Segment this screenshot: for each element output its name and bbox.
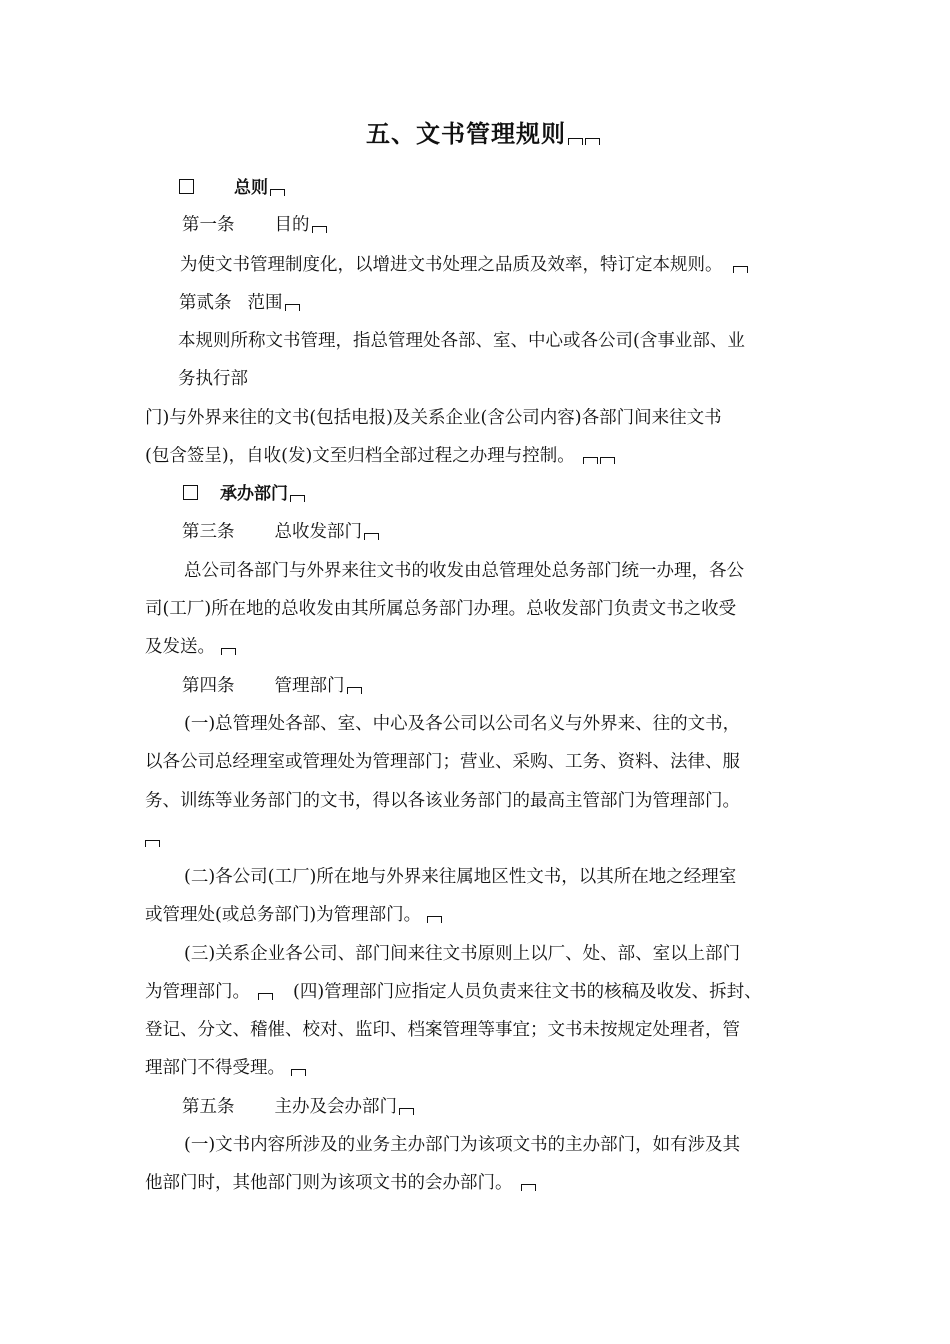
- article-4-p2-line-2: 或管理处(或总务部门)为管理部门。: [145, 903, 442, 927]
- paragraph-mark-icon: [270, 189, 285, 196]
- paragraph-mark-icon: [364, 533, 379, 540]
- checkbox-square-icon: [183, 485, 198, 500]
- paragraph-mark-icon: [733, 266, 748, 273]
- paragraph-mark-icon: [427, 916, 442, 923]
- article-4-heading: 第四条 管理部门: [182, 674, 362, 698]
- paragraph-mark-icon: [291, 1069, 306, 1076]
- paragraph-mark-icon: [312, 226, 327, 233]
- paragraph-mark-icon: [258, 993, 273, 1000]
- article-2-heading: 第贰条 范围: [179, 291, 300, 315]
- article-5-line-1: (一)文书内容所涉及的业务主办部门为该项文书的主办部门，如有涉及其: [184, 1135, 741, 1155]
- article-4-p1-line-2: 以各公司总经理室或管理处为管理部门；营业、采购、工务、资料、法律、服: [145, 752, 740, 772]
- article-3-line-1: 总公司各部门与外界来往文书的收发由总管理处总务部门统一办理，各公: [184, 561, 744, 581]
- article-2-line-2: 务执行部: [178, 369, 248, 389]
- paragraph-mark-icon: [145, 840, 160, 847]
- paragraph-mark-icon: [583, 457, 598, 464]
- article-3-line-2: 司(工厂)所在地的总收发由其所属总务部门办理。总收发部门负责文书之收受: [145, 599, 737, 619]
- article-3-line-3: 及发送。: [145, 635, 236, 659]
- article-4-p3-line-3: 登记、分文、稽催、校对、监印、档案管理等事宜；文书未按规定处理者，管: [145, 1020, 740, 1040]
- article-5-heading: 第五条 主办及会办部门: [182, 1095, 414, 1119]
- article-2-line-4: (包含签呈)，自收(发)文至归档全部过程之办理与控制。: [145, 444, 615, 468]
- paragraph-mark-icon: [399, 1108, 414, 1115]
- article-1-text: 为使文书管理制度化，以增进文书处理之品质及效率，特订定本规则。: [180, 253, 748, 277]
- article-2-line-1: 本规则所称文书管理，指总管理处各部、室、中心或各公司(含事业部、业: [178, 331, 745, 351]
- article-4-p1-end: [145, 827, 160, 851]
- paragraph-mark-icon: [347, 687, 362, 694]
- article-4-p1-line-1: (一)总管理处各部、室、中心及各公司以公司名义与外界来、往的文书，: [184, 714, 741, 734]
- title-text: 五、文书管理规则: [366, 120, 566, 148]
- paragraph-mark-icon: [521, 1184, 536, 1191]
- article-4-p3-line-2: 为管理部门。 (四)管理部门应指定人员负责来往文书的核稿及收发、拆封、: [145, 982, 762, 1002]
- checkbox-square-icon: [179, 179, 194, 194]
- section-heading-general: 总则: [179, 176, 285, 200]
- paragraph-mark-icon: [285, 304, 300, 311]
- article-2-line-3: 门)与外界来往的文书(包括电报)及关系企业(含公司内容)各部门间来往文书: [145, 408, 722, 428]
- paragraph-mark-icon: [290, 495, 305, 502]
- paragraph-mark-icon: [600, 457, 615, 464]
- paragraph-mark-icon: [585, 138, 600, 145]
- document-title: [16, 114, 950, 149]
- article-1-heading: 第一条 目的: [182, 213, 327, 237]
- article-3-heading: 第三条 总收发部门: [182, 520, 379, 544]
- article-4-p3-line-4: 理部门不得受理。: [145, 1056, 306, 1080]
- paragraph-mark-icon: [568, 138, 583, 145]
- article-4-p3-line-1: (三)关系企业各公司、部门间来往文书原则上以厂、处、部、室以上部门: [184, 944, 741, 964]
- article-4-p2-line-1: (二)各公司(工厂)所在地与外界来往属地区性文书，以其所在地之经理室: [184, 867, 737, 887]
- paragraph-mark-icon: [221, 648, 236, 655]
- section-heading-departments: 承办部门: [183, 482, 305, 506]
- article-5-line-2: 他部门时，其他部门则为该项文书的会办部门。: [145, 1171, 536, 1195]
- article-4-p1-line-3: 务、训练等业务部门的文书，得以各该业务部门的最高主管部门为管理部门。: [145, 791, 740, 811]
